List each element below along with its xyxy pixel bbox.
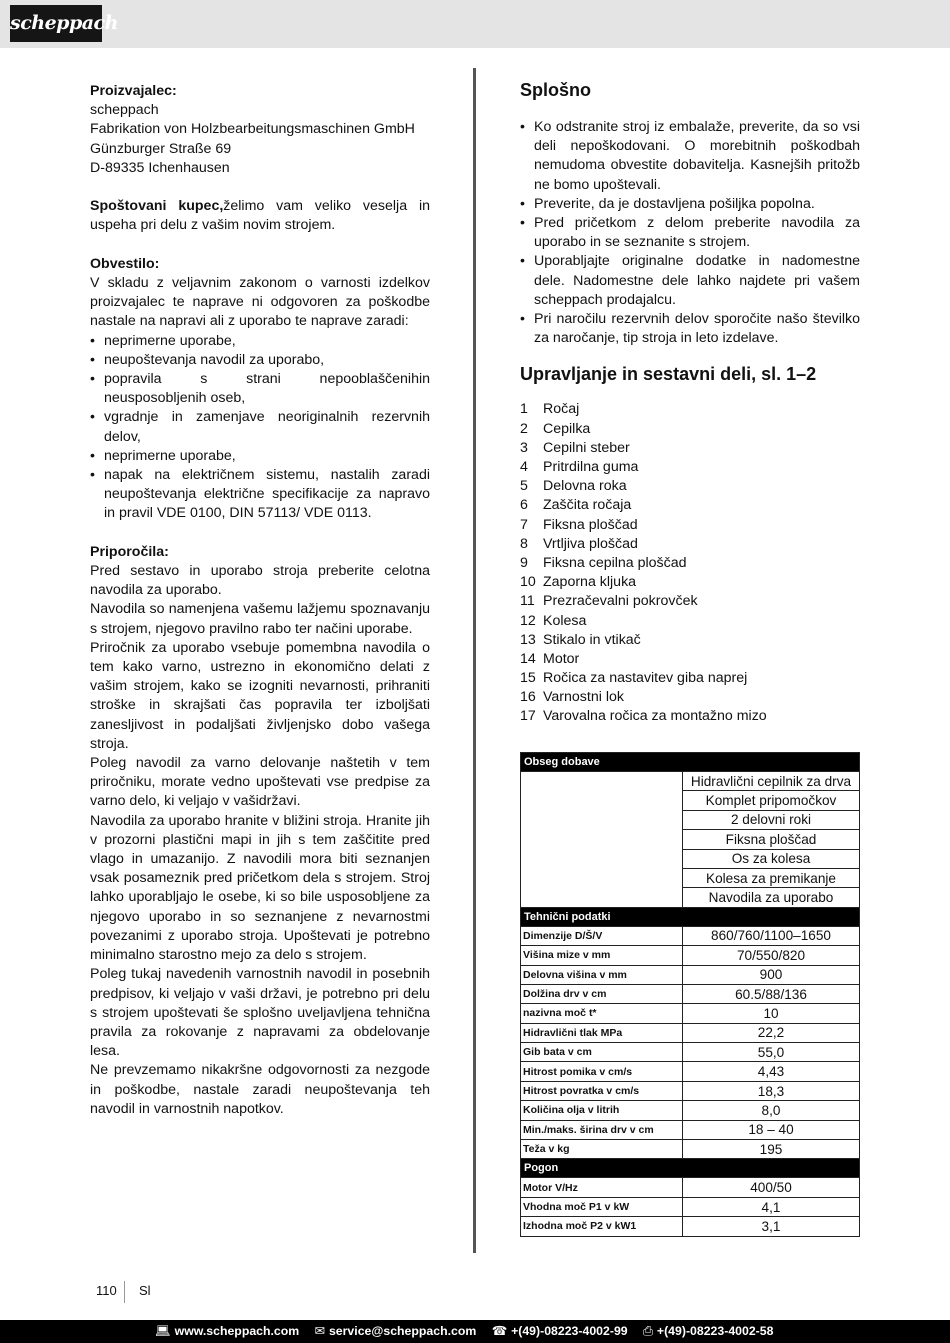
part-number: 9 [520,554,528,571]
part-number: 10 [520,574,536,591]
general-list [520,118,860,348]
part-name: Delovna roka [543,478,627,495]
part-name: Varovalna ročica za montažno mizo [543,708,767,725]
spec-value: 18,3 [683,1081,860,1100]
manufacturer-label: Proizvajalec: [90,83,177,99]
table-row [521,1120,860,1139]
spec-value: 3,1 [683,1217,860,1236]
manufacturer-line: scheppach [90,102,159,119]
table-row [521,1178,860,1197]
part-item [520,535,860,554]
part-name: Stikalo in vtikač [543,631,641,648]
recommend-para: Ne prevzemamo nikakršne odgovornosti za nezgode in poškodbe, nastale zaradi neupoštevanja teh navodil in varnostnih napotkov. [90,1062,430,1117]
page-number: 110 [96,1283,117,1298]
delivery-item: 2 delovni roki [683,810,860,829]
table-row [521,965,860,984]
notice-text: V skladu z veljavnim zakonom o varnosti izdelkov proizvajalec te naprave ni odgovoren za poškodbe nastale na napravi ali z uporabo te naprave zaradi: [90,275,430,330]
part-item [520,477,860,496]
part-number: 12 [520,612,536,629]
table-row [521,1023,860,1042]
spec-label: Motor V/Hz [521,1178,683,1197]
recommend-para: Priročnik za uporabo vsebuje pomembna navodila o tem kako varno, ustrezno in ekonomično delati z vašim strojem, kako se izogniti nevarnosti, prihraniti stroške in skrajšati čas popravila ter izboljšati zanesljivost in podaljšati življenjsko dobo vašega stroja. [90,639,430,752]
spec-value: 55,0 [683,1043,860,1062]
spec-label: Količina olja v litrih [521,1101,683,1120]
spec-label: Dimenzije D/Š/V [521,926,683,945]
table-row [521,772,860,791]
scheppach-logo: scheppach [10,5,102,42]
delivery-item: Navodila za uporabo [683,888,860,907]
spec-value: 860/760/1100–1650 [683,926,860,945]
part-number: 4 [520,459,528,475]
part-item [520,688,860,707]
part-number: 5 [520,478,528,495]
table-row [521,1081,860,1100]
part-name: Zaporna kljuka [543,574,637,591]
part-name: Motor [543,650,580,667]
part-item [520,496,860,515]
spec-label: Hitrost povratka v cm/s [521,1081,683,1100]
spec-label: Hidravlični tlak MPa [521,1023,683,1042]
blank-cell [521,772,683,908]
spec-label: Višina mize v mm [521,946,683,965]
spec-value: 10 [683,1004,860,1023]
part-item [520,400,860,419]
part-name: Fiksna cepilna ploščad [543,554,687,571]
delivery-item: Kolesa za premikanje [683,868,860,887]
part-number: 11 [520,593,535,610]
spec-table [520,752,860,1237]
part-name: Kolesa [543,612,587,629]
left-column [90,82,430,1119]
list-item: • vgradnje in zamenjave neoriginalnih rezervnih delov, [90,408,430,446]
laptop-icon: 💻︎ [155,1324,171,1338]
part-number: 3 [520,439,528,456]
general-title: Splošno [520,80,591,100]
part-number: 2 [520,420,528,437]
recommend-para: Poleg tukaj navedenih varnostnih navodil in posebnih predpisov, ki veljajo v vaši državi, je potrebno pri delu s strojem upoštevati še splošno uveljavljena tehnična pravila za rokovanje z napravami za obdelovanje lesa. [90,966,430,1060]
part-number: 8 [520,535,528,552]
footer-bar [0,1320,950,1343]
parts-list [520,400,860,726]
delivery-item: Hidravlični cepilnik za drva [683,772,860,791]
table-row [521,1101,860,1120]
table-row [521,926,860,945]
spec-value: 60.5/88/136 [683,984,860,1003]
part-number: 6 [520,497,528,514]
part-name: Prezračevalni pokrovček [543,593,698,610]
table-row [521,1004,860,1023]
page-language: Sl [139,1283,151,1298]
spec-label: Hitrost pomika v cm/s [521,1062,683,1081]
drive-header-label: Pogon [521,1159,860,1178]
list-item: • Uporabljajte originalne dodatke in nadomestne dele. Nadomestne dele lahko najdete pri vašem scheppach prodajalcu. [520,252,860,310]
greeting-bold: Spoštovani kupec, [90,198,224,215]
fax-icon: ⎙ [643,1324,653,1338]
list-item: • popravila s strani nepooblaščenihin neusposobljenih oseb, [90,370,430,408]
table-row [521,984,860,1003]
spec-label: Min./maks. širina drv v cm [521,1120,683,1139]
greeting [90,197,430,235]
part-name: Vrtljiva ploščad [543,535,638,552]
part-number: 1 [520,401,528,418]
part-item [520,516,860,535]
table-row [521,1140,860,1159]
table-row [521,946,860,965]
part-item [520,420,860,439]
list-item: • Preverite, da je dostavljena pošiljka popolna. [520,195,860,214]
part-name: Cepilka [543,420,591,437]
recommend-para: Navodila so namenjena vašemu lažjemu spoznavanju s strojem, njegovo pravilno rabo ter načini uporabe. [90,601,430,637]
delivery-item: Fiksna ploščad [683,830,860,849]
manufacturer-line: Fabrikation von Holzbearbeitungsmaschinen GmbH [90,121,415,138]
list-item: • Pred pričetkom z delom preberite navodila za uporabo in se seznanite s strojem. [520,214,860,252]
part-name: Ročica za nastavitev giba naprej [543,670,748,687]
spec-value: 400/50 [683,1178,860,1197]
part-item [520,669,860,688]
recommend-para: Pred sestavo in uporabo stroja preberite celotna navodila za uporabo. [90,563,430,599]
spec-label: nazivna moč t* [521,1004,683,1023]
part-name: Ročaj [543,401,580,418]
spec-value: 18 – 40 [683,1120,860,1139]
spec-value: 8,0 [683,1101,860,1120]
recommend-label: Priporočila: [90,543,169,560]
parts-title: Upravljanje in sestavni deli, sl. 1–2 [520,364,817,385]
part-number: 15 [520,670,536,687]
notice-list [90,332,430,524]
part-number: 7 [520,516,528,533]
drive-header [521,1159,860,1178]
list-item: • neupoštevanja navodil za uporabo, [90,351,430,370]
part-name: Fiksna ploščad [543,516,638,533]
part-item [520,707,860,726]
footer-web[interactable]: 💻︎ www.scheppach.com [155,1324,299,1338]
footer-phone: ☎ +(49)-08223-4002-99 [492,1324,628,1338]
list-item: • napak na električnem sistemu, nastalih zaradi neupoštevanja električne specifikacije za napravo in pravil VDE 0100, DIN 57113/ VDE 0113. [90,466,430,524]
spec-label: Teža v kg [521,1140,683,1159]
part-number: 17 [520,708,536,725]
manufacturer-line: D-89335 Ichenhausen [90,159,230,176]
part-number: 14 [520,650,536,667]
spec-value: 900 [683,965,860,984]
spec-label: Dolžina drv v cm [521,984,683,1003]
part-item [520,458,860,477]
list-item: • Pri naročilu rezervnih delov sporočite našo številko za naročanje, tip stroja in leto izdelave. [520,310,860,348]
spec-value: 4,1 [683,1197,860,1216]
right-column [520,78,860,727]
spec-label: Gib bata v cm [521,1043,683,1062]
tech-header [521,907,860,926]
part-number: 13 [520,631,536,648]
footer-email[interactable]: ✉ service@scheppach.com [315,1324,477,1338]
spec-value: 22,2 [683,1023,860,1042]
part-item [520,592,860,611]
table-row [521,1197,860,1216]
part-name: Zaščita ročaja [543,497,632,514]
list-item: • neprimerne uporabe, [90,332,430,351]
spec-label: Izhodna moč P2 v kW1 [521,1217,683,1236]
delivery-header-label: Obseg dobave [521,753,860,772]
list-item: • neprimerne uporabe, [90,447,430,466]
part-name: Varnostni lok [543,689,624,706]
table-row [521,1043,860,1062]
tech-header-label: Tehnični podatki [521,907,860,926]
part-number: 16 [520,689,536,706]
recommend-para: Poleg navodil za varno delovanje naštetih v tem priročniku, morate vedno upoštevati vse predpise za varno delo, ki veljajo v vašidržavi. [90,755,430,810]
spec-value: 70/550/820 [683,946,860,965]
envelope-icon: ✉ [314,1324,325,1338]
top-bar [0,0,950,48]
notice-label: Obvestilo: [90,255,160,272]
manufacturer-line: Günzburger Straße 69 [90,140,232,157]
page-separator [124,1281,125,1303]
recommend-para: Navodila za uporabo hranite v bližini stroja. Hranite jih v prozorni plastični mapi in jih s tem zaščitite pred vlago in umazanijo. Z navodili mora biti seznanjen vsak posameznik pred pričetkom dela s strojem. Stroj lahko uporabljajo le osebe, ki so bile usposobljene za njegovo uporabo in so seznanjene z nevarnostmi povezanimi z uporabo stroja. Upoštevati je potrebno minimalno starostno mejo za delo s strojem. [90,812,430,964]
spec-value: 195 [683,1140,860,1159]
part-item [520,573,860,592]
phone-icon: ☎ [491,1324,508,1338]
column-divider [473,68,476,1253]
footer-fax: ⎙ +(49)-08223-4002-58 [643,1324,773,1338]
part-item [520,439,860,458]
spec-label: Vhodna moč P1 v kW [521,1197,683,1216]
table-row [521,1062,860,1081]
spec-label: Delovna višina v mm [521,965,683,984]
part-name: Cepilni steber [543,439,630,456]
delivery-item: Komplet pripomočkov [683,791,860,810]
part-item [520,631,860,650]
part-item [520,554,860,573]
spec-value: 4,43 [683,1062,860,1081]
list-item: • Ko odstranite stroj iz embalaže, preverite, da so vsi deli nepoškodovani. O morebitnih poškodbah nemudoma obvestite dobavitelja. Kasnejših pritožb ne bomo upoštevali. [520,118,860,195]
delivery-header [521,753,860,772]
part-name: Pritrdilna guma [543,459,639,475]
part-item [520,612,860,631]
table-row [521,1217,860,1236]
greeting-text: želimo vam veliko veselja in uspeha pri delu z vašim novim strojem. [90,198,431,234]
delivery-item: Os za kolesa [683,849,860,868]
part-item [520,650,860,669]
